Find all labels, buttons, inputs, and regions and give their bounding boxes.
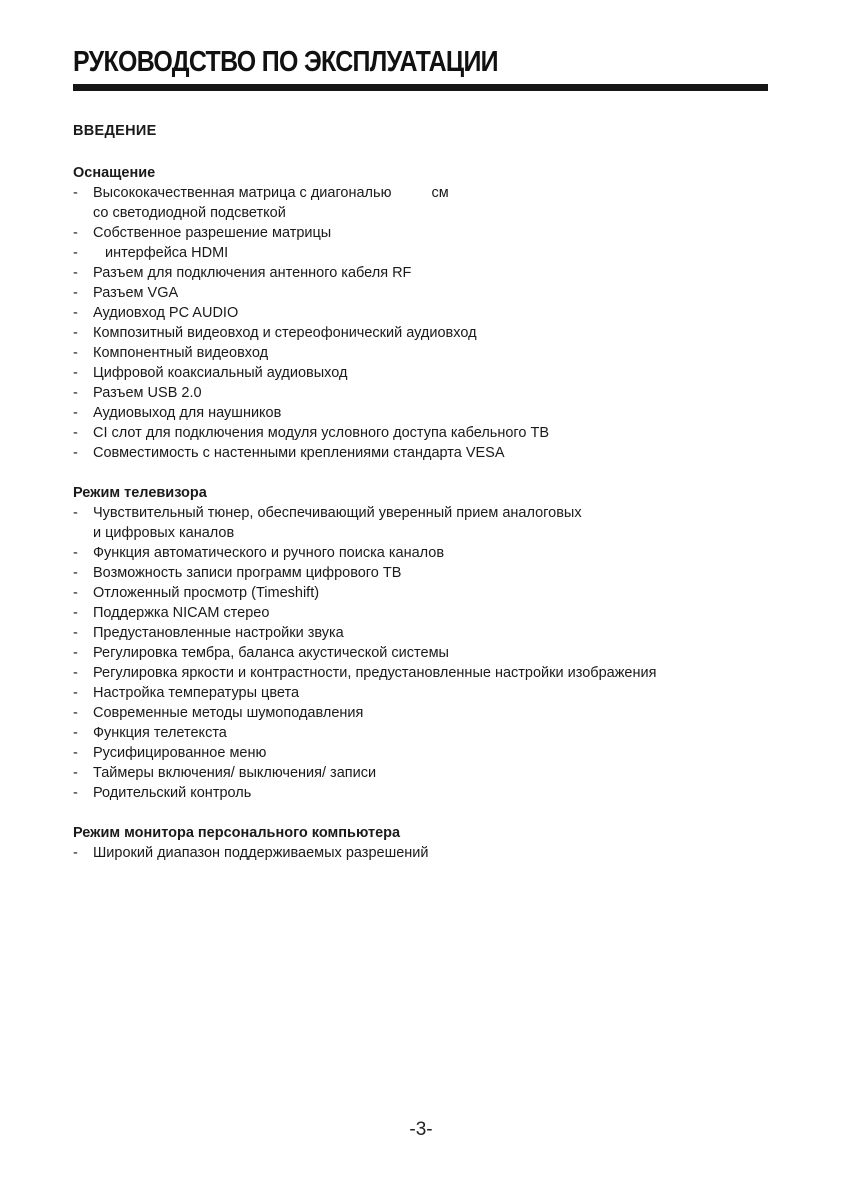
list-item-text: Регулировка яркости и контрастности, предустановленные настройки изображения: [93, 665, 657, 681]
bullet-dash: -: [73, 845, 78, 861]
list-item-text: Предустановленные настройки звука: [93, 625, 344, 641]
list-item-text: Отложенный просмотр (Timeshift): [93, 585, 320, 601]
bullet-dash: -: [73, 765, 78, 781]
list-item-text: Родительский контроль: [93, 785, 252, 801]
bullet-dash: -: [73, 685, 78, 701]
list-item-text: Высококачественная матрица с диагональю: [93, 185, 392, 201]
tv-mode-list: [73, 503, 773, 803]
list-item: [73, 703, 773, 723]
bullet-dash: -: [73, 585, 78, 601]
list-item-text: CI слот для подключения модуля условного доступа кабельного ТВ: [93, 425, 550, 441]
list-item: [73, 543, 773, 563]
list-item-text: Регулировка тембра, баланса акустической системы: [93, 645, 449, 661]
bullet-dash: -: [73, 665, 78, 681]
bullet-dash: -: [73, 505, 78, 521]
bullet-dash: -: [73, 265, 78, 281]
list-item-text: Функция автоматического и ручного поиска каналов: [93, 545, 445, 561]
list-item-continuation: [73, 523, 773, 543]
list-item: [73, 623, 773, 643]
list-item-text: Возможность записи программ цифрового ТВ: [93, 565, 402, 581]
list-item-text: Аудиовыход для наушников: [93, 405, 282, 421]
list-item-text: и цифровых каналов: [93, 525, 235, 541]
bullet-dash: -: [73, 625, 78, 641]
bullet-dash: -: [73, 365, 78, 381]
list-item-text: Цифровой коаксиальный аудиовыход: [93, 365, 348, 381]
list-item: [73, 643, 773, 663]
list-item-text: Совместимость с настенными креплениями стандарта VESA: [93, 445, 505, 461]
list-item: [73, 843, 773, 863]
list-item: [73, 723, 773, 743]
bullet-dash: -: [73, 745, 78, 761]
bullet-dash: -: [73, 785, 78, 801]
bullet-dash: -: [73, 305, 78, 321]
equipment-heading: Оснащение: [73, 165, 156, 181]
list-item: [73, 743, 773, 763]
list-item-text: Разъем USB 2.0: [93, 385, 202, 401]
page-number: -3-: [409, 1119, 433, 1140]
bullet-dash: -: [73, 325, 78, 341]
list-item: [73, 303, 773, 323]
bullet-dash: -: [73, 345, 78, 361]
bullet-dash: -: [73, 705, 78, 721]
list-item: [73, 223, 773, 243]
bullet-dash: -: [73, 645, 78, 661]
title-divider: [73, 84, 768, 91]
list-item: [73, 503, 773, 523]
bullet-dash: -: [73, 225, 78, 241]
list-item: [73, 383, 773, 403]
bullet-dash: -: [73, 425, 78, 441]
list-item-text: Функция телетекста: [93, 725, 227, 741]
list-item: [73, 443, 773, 463]
list-item-text: Таймеры включения/ выключения/ записи: [93, 765, 377, 781]
list-item: [73, 683, 773, 703]
bullet-dash: -: [73, 565, 78, 581]
list-item: [73, 663, 773, 683]
list-item: [73, 243, 773, 263]
bullet-dash: -: [73, 245, 78, 261]
list-item-text: Разъем VGA: [93, 285, 179, 301]
list-item-text: Русифицированное меню: [93, 745, 267, 761]
list-item: [73, 763, 773, 783]
bullet-dash: -: [73, 545, 78, 561]
list-item-text: Поддержка NICAM стерео: [93, 605, 270, 621]
bullet-dash: -: [73, 185, 78, 201]
list-item-text: Компонентный видеовход: [93, 345, 269, 361]
bullet-dash: -: [73, 385, 78, 401]
list-item: [73, 323, 773, 343]
list-item: [73, 583, 773, 603]
pc-mode-heading: Режим монитора персонального компьютера: [73, 825, 401, 841]
list-item: [73, 183, 773, 203]
list-item: [73, 363, 773, 383]
list-item: [73, 403, 773, 423]
list-item-text: Композитный видеовход и стереофонический аудиовход: [93, 325, 477, 341]
bullet-dash: -: [73, 445, 78, 461]
list-item: [73, 423, 773, 443]
list-item-text: Чувствительный тюнер, обеспечивающий уверенный прием аналоговых: [93, 505, 582, 521]
bullet-dash: -: [73, 285, 78, 301]
list-item-text: интерфейса HDMI: [105, 245, 229, 261]
pc-mode-list: [73, 843, 773, 863]
list-item: [73, 603, 773, 623]
list-item: [73, 283, 773, 303]
bullet-dash: -: [73, 605, 78, 621]
page-title: РУКОВОДСТВО ПО ЭКСПЛУАТАЦИИ: [73, 46, 498, 78]
list-item-text: Современные методы шумоподавления: [93, 705, 364, 721]
list-item-text: со светодиодной подсветкой: [93, 205, 286, 221]
list-item: [73, 783, 773, 803]
list-item-text: Настройка температуры цвета: [93, 685, 300, 701]
tv-mode-heading: Режим телевизора: [73, 485, 207, 501]
bullet-dash: -: [73, 405, 78, 421]
list-item: [73, 563, 773, 583]
list-item-text: Собственное разрешение матрицы: [93, 225, 332, 241]
list-item: [73, 343, 773, 363]
document-body: [73, 121, 773, 883]
unit-text: см: [431, 185, 449, 201]
list-item-text: Разъем для подключения антенного кабеля RF: [93, 265, 412, 281]
list-item-text: Широкий диапазон поддерживаемых разрешений: [93, 845, 429, 861]
bullet-dash: -: [73, 725, 78, 741]
equipment-list: [73, 183, 773, 463]
intro-heading: ВВЕДЕНИЕ: [73, 123, 157, 139]
list-item-text: Аудиовход PC AUDIO: [93, 305, 239, 321]
list-item: [73, 263, 773, 283]
list-item-continuation: [73, 203, 773, 223]
